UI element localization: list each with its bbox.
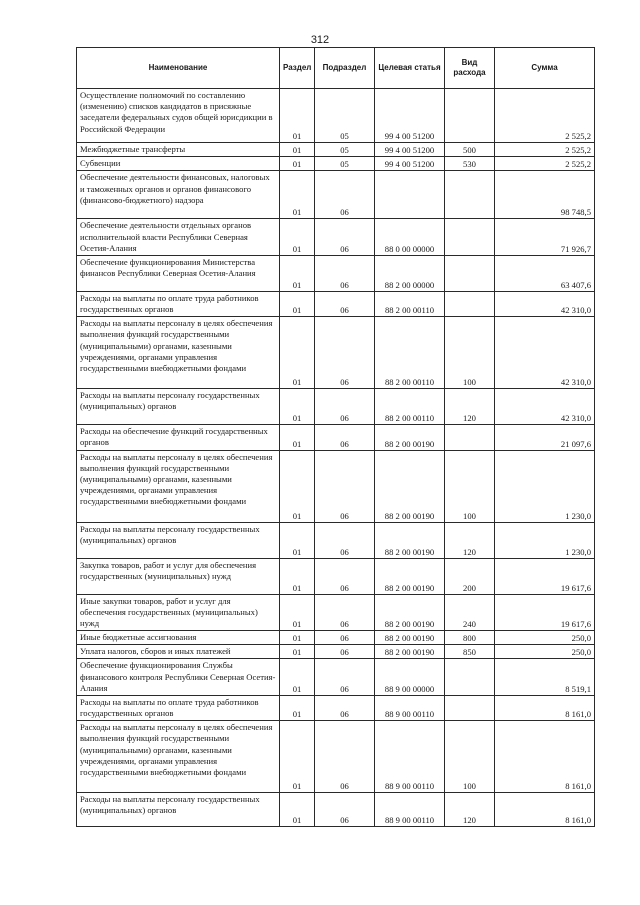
cell-target: 88 2 00 00190 xyxy=(375,645,445,659)
cell-subsection: 06 xyxy=(315,645,375,659)
cell-name: Расходы на выплаты персоналу в целях обеспечения выполнения функций государственными (муниципальными) органами, казенными учреждениями, органами управления государственными внебюджетными фондами xyxy=(77,450,280,522)
cell-name: Расходы на выплаты персоналу в целях обеспечения выполнения функций государственными (муниципальными) органами, казенными учреждениями, органами управления государственными внебюджетными фондами xyxy=(77,721,280,793)
budget-table xyxy=(76,47,595,827)
table-row xyxy=(77,143,595,157)
cell-target: 88 2 00 00190 xyxy=(375,631,445,645)
cell-type: 240 xyxy=(445,594,495,631)
cell-target: 88 9 00 00110 xyxy=(375,721,445,793)
cell-subsection: 06 xyxy=(315,695,375,720)
cell-sum: 71 926,7 xyxy=(495,219,595,256)
cell-subsection: 05 xyxy=(315,143,375,157)
cell-section: 01 xyxy=(280,425,315,450)
cell-name: Расходы на выплаты персоналу государственных (муниципальных) органов xyxy=(77,522,280,558)
cell-sum: 19 617,6 xyxy=(495,558,595,594)
header-target: Целевая статья xyxy=(375,48,445,89)
table-row xyxy=(77,317,595,389)
table-row xyxy=(77,389,595,425)
cell-name: Расходы на выплаты по оплате труда работников государственных органов xyxy=(77,695,280,720)
table-row xyxy=(77,695,595,720)
cell-type xyxy=(445,219,495,256)
cell-sum: 42 310,0 xyxy=(495,389,595,425)
cell-name: Обеспечение функционирования Службы финансового контроля Республики Северная Осетия-Алания xyxy=(77,659,280,696)
cell-section: 01 xyxy=(280,659,315,696)
cell-sum: 98 748,5 xyxy=(495,171,595,219)
cell-section: 01 xyxy=(280,171,315,219)
cell-sum: 250,0 xyxy=(495,631,595,645)
table-row xyxy=(77,219,595,256)
cell-name: Субвенции xyxy=(77,157,280,171)
cell-sum: 42 310,0 xyxy=(495,317,595,389)
header-section: Раздел xyxy=(280,48,315,89)
cell-target: 99 4 00 51200 xyxy=(375,143,445,157)
table-row xyxy=(77,89,595,143)
cell-sum: 63 407,6 xyxy=(495,255,595,291)
cell-type: 120 xyxy=(445,522,495,558)
cell-name: Иные закупки товаров, работ и услуг для обеспечения государственных (муниципальных) нужд xyxy=(77,594,280,631)
table-row xyxy=(77,721,595,793)
cell-subsection: 06 xyxy=(315,291,375,316)
table-row xyxy=(77,522,595,558)
cell-section: 01 xyxy=(280,558,315,594)
table-row xyxy=(77,450,595,522)
page-number: 312 xyxy=(310,34,330,46)
header-name: Наименование xyxy=(77,48,280,89)
cell-target: 88 9 00 00110 xyxy=(375,695,445,720)
cell-section: 01 xyxy=(280,157,315,171)
cell-type: 120 xyxy=(445,793,495,827)
cell-sum: 2 525,2 xyxy=(495,89,595,143)
cell-name: Иные бюджетные ассигнования xyxy=(77,631,280,645)
cell-subsection: 06 xyxy=(315,793,375,827)
cell-subsection: 06 xyxy=(315,721,375,793)
cell-subsection: 06 xyxy=(315,558,375,594)
cell-section: 01 xyxy=(280,631,315,645)
cell-target: 99 4 00 51200 xyxy=(375,89,445,143)
cell-name: Расходы на выплаты персоналу в целях обеспечения выполнения функций государственными (муниципальными) органами, казенными учреждениями, органами управления государственными внебюджетными фондами xyxy=(77,317,280,389)
cell-sum: 2 525,2 xyxy=(495,157,595,171)
cell-type: 100 xyxy=(445,317,495,389)
cell-target xyxy=(375,171,445,219)
cell-name: Расходы на выплаты персоналу государственных (муниципальных) органов xyxy=(77,793,280,827)
table-row xyxy=(77,631,595,645)
cell-subsection: 06 xyxy=(315,450,375,522)
cell-target: 88 9 00 00000 xyxy=(375,659,445,696)
cell-target: 88 2 00 00000 xyxy=(375,255,445,291)
cell-name: Уплата налогов, сборов и иных платежей xyxy=(77,645,280,659)
cell-sum: 2 525,2 xyxy=(495,143,595,157)
cell-sum: 8 161,0 xyxy=(495,721,595,793)
table-row xyxy=(77,659,595,696)
cell-target: 88 2 00 00190 xyxy=(375,522,445,558)
cell-section: 01 xyxy=(280,522,315,558)
table-row xyxy=(77,291,595,316)
cell-type: 530 xyxy=(445,157,495,171)
cell-sum: 42 310,0 xyxy=(495,291,595,316)
cell-subsection: 06 xyxy=(315,171,375,219)
cell-sum: 250,0 xyxy=(495,645,595,659)
cell-section: 01 xyxy=(280,594,315,631)
cell-type xyxy=(445,695,495,720)
header-sum: Сумма xyxy=(495,48,595,89)
cell-sum: 8 161,0 xyxy=(495,793,595,827)
cell-name: Обеспечение деятельности отдельных органов исполнительной власти Республики Северная Осетия-Алания xyxy=(77,219,280,256)
cell-section: 01 xyxy=(280,317,315,389)
cell-type: 100 xyxy=(445,721,495,793)
cell-target: 88 2 00 00190 xyxy=(375,558,445,594)
cell-subsection: 06 xyxy=(315,594,375,631)
header-row xyxy=(77,48,595,89)
cell-section: 01 xyxy=(280,793,315,827)
cell-subsection: 06 xyxy=(315,317,375,389)
cell-name: Осуществление полномочий по составлению (изменению) списков кандидатов в присяжные заседатели федеральных судов общей юрисдикции в Российской Федерации xyxy=(77,89,280,143)
cell-name: Расходы на выплаты по оплате труда работников государственных органов xyxy=(77,291,280,316)
cell-target: 88 2 00 00110 xyxy=(375,389,445,425)
cell-type: 200 xyxy=(445,558,495,594)
cell-subsection: 06 xyxy=(315,425,375,450)
table-row xyxy=(77,171,595,219)
cell-sum: 8 519,1 xyxy=(495,659,595,696)
table-row xyxy=(77,255,595,291)
cell-subsection: 06 xyxy=(315,389,375,425)
cell-subsection: 06 xyxy=(315,219,375,256)
cell-name: Расходы на выплаты персоналу государственных (муниципальных) органов xyxy=(77,389,280,425)
cell-type xyxy=(445,255,495,291)
cell-type: 120 xyxy=(445,389,495,425)
cell-type xyxy=(445,425,495,450)
cell-section: 01 xyxy=(280,450,315,522)
cell-subsection: 06 xyxy=(315,659,375,696)
cell-type xyxy=(445,171,495,219)
cell-type xyxy=(445,291,495,316)
cell-subsection: 05 xyxy=(315,157,375,171)
cell-target: 88 2 00 00110 xyxy=(375,317,445,389)
cell-section: 01 xyxy=(280,721,315,793)
cell-subsection: 06 xyxy=(315,522,375,558)
cell-type: 100 xyxy=(445,450,495,522)
cell-sum: 1 230,0 xyxy=(495,522,595,558)
cell-section: 01 xyxy=(280,143,315,157)
header-type: Вид расхода xyxy=(445,48,495,89)
table-row xyxy=(77,425,595,450)
cell-section: 01 xyxy=(280,645,315,659)
cell-type: 500 xyxy=(445,143,495,157)
cell-target: 88 2 00 00190 xyxy=(375,425,445,450)
cell-subsection: 06 xyxy=(315,631,375,645)
cell-target: 88 2 00 00190 xyxy=(375,450,445,522)
cell-section: 01 xyxy=(280,389,315,425)
cell-subsection: 06 xyxy=(315,255,375,291)
cell-sum: 8 161,0 xyxy=(495,695,595,720)
table-row xyxy=(77,157,595,171)
cell-type xyxy=(445,89,495,143)
cell-target: 88 9 00 00110 xyxy=(375,793,445,827)
table-row xyxy=(77,793,595,827)
cell-name: Расходы на обеспечение функций государственных органов xyxy=(77,425,280,450)
cell-type: 850 xyxy=(445,645,495,659)
cell-target: 99 4 00 51200 xyxy=(375,157,445,171)
cell-section: 01 xyxy=(280,89,315,143)
table-row xyxy=(77,594,595,631)
cell-target: 88 2 00 00190 xyxy=(375,594,445,631)
cell-target: 88 0 00 00000 xyxy=(375,219,445,256)
table-row xyxy=(77,558,595,594)
cell-name: Межбюджетные трансферты xyxy=(77,143,280,157)
cell-sum: 1 230,0 xyxy=(495,450,595,522)
table-row xyxy=(77,645,595,659)
table-header xyxy=(77,48,595,89)
cell-name: Закупка товаров, работ и услуг для обеспечения государственных (муниципальных) нужд xyxy=(77,558,280,594)
cell-section: 01 xyxy=(280,255,315,291)
table-body xyxy=(77,89,595,827)
cell-subsection: 05 xyxy=(315,89,375,143)
cell-section: 01 xyxy=(280,219,315,256)
cell-target: 88 2 00 00110 xyxy=(375,291,445,316)
cell-section: 01 xyxy=(280,695,315,720)
cell-type: 800 xyxy=(445,631,495,645)
cell-sum: 19 617,6 xyxy=(495,594,595,631)
cell-sum: 21 097,6 xyxy=(495,425,595,450)
cell-name: Обеспечение функционирования Министерства финансов Республики Северная Осетия-Алания xyxy=(77,255,280,291)
cell-type xyxy=(445,659,495,696)
cell-name: Обеспечение деятельности финансовых, налоговых и таможенных органов и органов финансового (финансово-бюджетного) надзора xyxy=(77,171,280,219)
cell-section: 01 xyxy=(280,291,315,316)
header-subsection: Подраздел xyxy=(315,48,375,89)
